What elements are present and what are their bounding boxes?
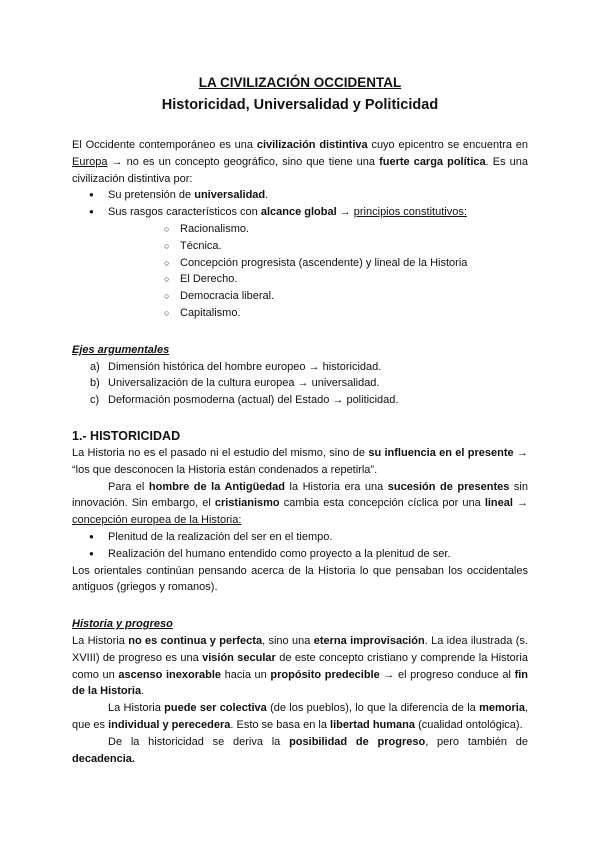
text-run: de este concepto cristiano y comprende la Historia como un [72,651,528,681]
text-run: La Historia no es el pasado ni el estudio del mismo, sino de [72,446,369,459]
paragraph: Los orientales continúan pensando acerca de la Historia lo que pensaban los occidentales antiguos (griegos y romanos). [72,564,528,594]
bold-run: alcance global [260,206,337,219]
list-marker: b) [90,377,100,390]
bold-run: civilización distintiva [256,139,368,151]
paragraph [72,700,528,734]
section-heading-ejes: Ejes argumentales [72,343,170,356]
bold-run: hombre de la Antigüedad [148,480,285,493]
sublist-item: ○ Concepción progresista (ascendente) y lineal de la Historia [108,255,528,272]
bold-run: libertad humana [330,718,416,731]
underline-run: Europa [72,155,108,168]
section-heading-progreso: Historia y progreso [72,618,173,631]
text-run: , que es [72,702,529,731]
sublist-item: ○ Democracia liberal. [108,288,528,305]
paragraph [72,734,528,768]
text-run: Para el [108,480,149,493]
sublist-item: ○ Racionalismo. [108,221,528,238]
bold-run: fuerte carga política [379,155,486,168]
text-run: . [265,189,269,202]
bold-run: lineal [484,497,513,510]
document-title: LA CIVILIZACIÓN OCCIDENTAL [198,75,402,90]
bold-run: su influencia en el presente [368,446,514,459]
principles-sublist [108,221,528,322]
list-marker: c) [90,394,100,407]
text-run: Su pretensión de [108,189,195,202]
characteristics-list [72,187,528,321]
text-run: → “los que desconocen la Historia están condenados a repetirla”. [72,446,528,476]
list-item [72,204,528,322]
sublist-item: ○ Capitalismo. [108,305,528,322]
text-run: → [512,497,529,510]
bold-run: universalidad [194,189,266,202]
bold-run: memoria [479,702,525,715]
text-run: → el progreso conduce al [379,668,515,681]
text-run: hacia un [221,668,271,681]
text-run: sin innovación. Sin embargo, el [72,480,528,510]
bold-run: individual y perecedera [108,718,231,731]
bold-run: no es continua y perfecta [128,634,263,647]
bold-run: puede ser colectiva [164,702,267,715]
list-item: ● Plenitud de la realización del ser en el tiempo. [72,529,528,546]
text-run: . La idea ilustrada (s. XVIII) de progreso es una [72,634,528,664]
text-run: De la historicidad se deriva la [108,735,290,748]
bold-run: visión secular [202,651,276,664]
text-run: La Historia [72,634,129,647]
bold-run: eterna improvisación [313,634,425,647]
list-item [72,375,528,392]
text-run: (cualidad ontológica). [415,718,523,731]
list-marker: a) [90,360,100,373]
text-run: la Historia era una [284,480,388,493]
bold-run: cristianismo [214,497,280,510]
text-run: cuyo epicentro se encuentra en [367,139,528,151]
text-run: La Historia [108,702,165,715]
historia-list [72,529,528,563]
bold-run: posibilidad de progreso [289,735,426,748]
text-run: → no es un concepto geográfico, sino que tiene una [107,155,380,168]
bold-run: propósito predecible [270,668,380,681]
ejes-list [72,359,528,409]
text-run: El Occidente contemporáneo es una [72,139,257,151]
text-run: Sus rasgos característicos con [108,206,261,219]
intro-paragraph [72,137,528,187]
text-run: → [336,206,354,219]
bold-run: sucesión de presentes [387,480,510,493]
underline-run: principios constitutivos: [353,206,467,219]
text-run: . Es una civilización distintiva por: [72,155,528,185]
sublist-item: ○ Técnica. [108,238,528,255]
bold-run: decadencia. [72,752,135,765]
text-run: , sino una [262,634,314,647]
paragraph [72,633,528,700]
document-subtitle: Historicidad, Universalidad y Politicidad [161,97,439,113]
text-run: (de los pueblos), lo que la diferencia de la [266,702,480,715]
paragraph [72,479,528,529]
sublist-item: ○ El Derecho. [108,271,528,288]
text-run: . [141,685,145,698]
list-item [72,392,528,409]
bold-run: ascenso inexorable [118,668,222,681]
bold-run: fin de la Historia [72,668,529,698]
text-run: Dimensión histórica del hombre europeo → historicidad. [108,360,382,373]
text-run: , pero también de [425,735,528,748]
text-run: Universalización de la cultura europea → universalidad. [108,377,380,390]
paragraph [72,445,528,479]
list-item: ● Realización del humano entendido como proyecto a la plenitud de ser. [72,546,528,563]
list-item [72,359,528,376]
text-run: Deformación posmoderna (actual) del Estado → politicidad. [108,394,399,407]
text-run: cambia esta concepción cíclica por una [279,497,485,510]
text-run: . Esto se basa en la [230,718,331,731]
underline-run: concepción europea de la Historia: [72,514,242,527]
section-heading-historicidad: 1.- HISTORICIDAD [72,428,181,443]
list-item [72,187,528,204]
